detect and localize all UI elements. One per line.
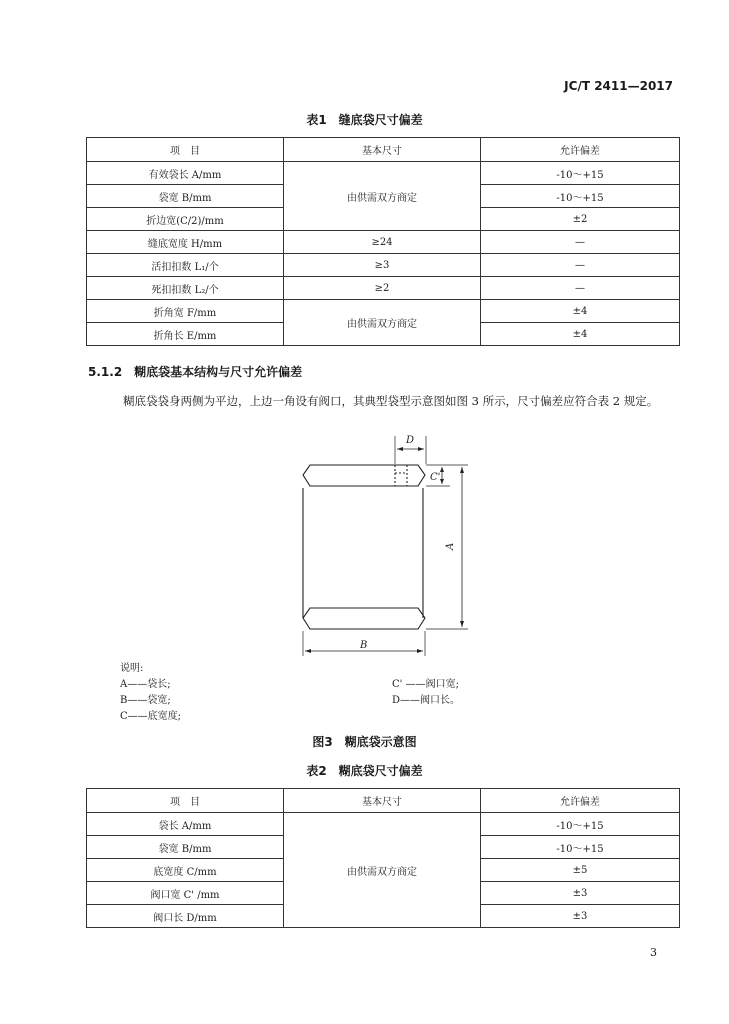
table-row [87,231,680,254]
header-basic: 基本尺寸 [284,789,481,813]
table-row [87,277,680,300]
figure3-diagram [290,428,480,658]
basic-cell: 由供需双方商定 [284,813,481,928]
arrow-icon [418,447,424,451]
table2 [86,788,680,928]
arrow-icon [460,467,464,473]
tolerance-cell: -10～+15 [481,185,680,208]
arrow-icon [397,447,403,451]
tolerance-cell: ±3 [481,905,680,928]
item-cell: 折角长 E/mm [87,323,284,346]
label-a: A [445,542,456,550]
item-cell: 折边宽(C/2)/mm [87,208,284,231]
legend-item: A——袋长; [120,679,171,690]
standard-code: JC/T 2411—2017 [564,79,673,93]
label-c-prime: C' [430,472,441,483]
legend-item: D——阀口长。 [392,695,461,706]
tolerance-cell: ±4 [481,300,680,323]
legend-title: 说明: [120,663,144,674]
item-cell: 袋宽 B/mm [87,836,284,859]
table-row [87,162,680,185]
basic-cell: 由供需双方商定 [284,300,481,346]
table-header-row [87,789,680,813]
tolerance-cell: -10～+15 [481,836,680,859]
item-cell: 袋长 A/mm [87,813,284,836]
tolerance-cell: — [481,277,680,300]
table1-caption: 表1 缝底袋尺寸偏差 [306,113,423,127]
tolerance-cell: -10～+15 [481,162,680,185]
arrow-icon [305,649,311,653]
figure3-caption: 图3 糊底袋示意图 [312,735,417,749]
label-b: B [360,640,368,651]
header-item: 项 目 [87,138,284,162]
item-cell: 缝底宽度 H/mm [87,231,284,254]
tolerance-cell: ±3 [481,882,680,905]
table1 [86,137,680,346]
arrow-icon [440,467,444,472]
header-tolerance: 允许偏差 [481,789,680,813]
item-cell: 阀口长 D/mm [87,905,284,928]
header-basic: 基本尺寸 [284,138,481,162]
page-number: 3 [650,946,657,959]
basic-cell: ≥3 [284,254,481,277]
tolerance-cell: ±5 [481,859,680,882]
tolerance-cell: -10～+15 [481,813,680,836]
table-row [87,813,680,836]
section-heading: 5.1.2 糊底袋基本结构与尺寸允许偏差 [88,365,303,379]
arrow-icon [460,621,464,627]
item-cell: 有效袋长 A/mm [87,162,284,185]
table-row [87,300,680,323]
item-cell: 活扣扣数 L₁/个 [87,254,284,277]
legend-item: C——底宽度; [120,711,182,722]
item-cell: 底宽度 C/mm [87,859,284,882]
tolerance-cell: ±2 [481,208,680,231]
legend-item: B——袋宽; [120,695,171,706]
basic-cell: 由供需双方商定 [284,162,481,231]
label-d: D [406,435,415,446]
header-item: 项 目 [87,789,284,813]
item-cell: 死扣扣数 L₂/个 [87,277,284,300]
tolerance-cell: — [481,254,680,277]
basic-cell: ≥2 [284,277,481,300]
section-paragraph: 糊底袋袋身两侧为平边，上边一角设有阀口，其典型袋型示意图如图 3 所示，尺寸偏差应符合表 2 规定。 [123,394,659,408]
valve-outline [395,465,407,486]
tolerance-cell: ±4 [481,323,680,346]
tolerance-cell: — [481,231,680,254]
table-row [87,254,680,277]
table2-caption: 表2 糊底袋尺寸偏差 [306,764,423,778]
item-cell: 袋宽 B/mm [87,185,284,208]
item-cell: 折角宽 F/mm [87,300,284,323]
item-cell: 阀口宽 C' /mm [87,882,284,905]
basic-cell: ≥24 [284,231,481,254]
legend-left [120,677,181,725]
arrow-icon [440,479,444,484]
legend-right [392,677,460,709]
bottom-fold [303,608,425,629]
legend-item: C' ——阀口宽; [392,679,459,690]
header-tolerance: 允许偏差 [481,138,680,162]
table-header-row [87,138,680,162]
arrow-icon [417,649,423,653]
